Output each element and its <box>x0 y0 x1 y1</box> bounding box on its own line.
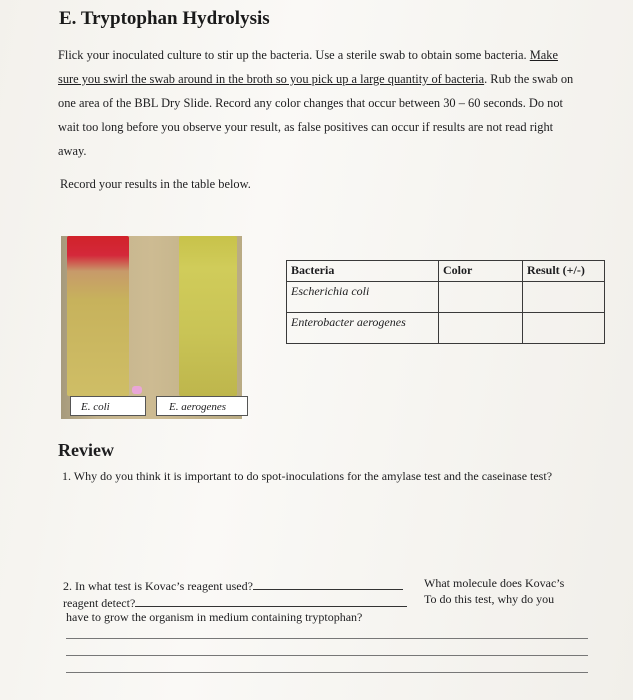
question-2-line1 <box>63 577 407 611</box>
answer-blank-test[interactable] <box>253 577 403 590</box>
row-ecoli-name: Escherichia coli <box>287 282 439 313</box>
header-result: Result (+/-) <box>523 261 605 282</box>
ecoli-tube <box>67 236 129 396</box>
review-heading: Review <box>58 440 114 460</box>
header-bacteria: Bacteria <box>287 261 439 282</box>
record-instruction: Record your results in the table below. <box>60 177 251 191</box>
instructions-part1: Flick your inoculated culture to stir up the bacteria. Use a sterile swab to obtain some bacteria. <box>58 48 530 62</box>
eaerogenes-label: E. aerogenes <box>156 396 248 416</box>
row-eaerogenes-name: Enterobacter aerogenes <box>287 313 439 344</box>
question-2-right <box>424 575 584 607</box>
culture-tubes-photo <box>61 236 242 419</box>
header-color: Color <box>439 261 523 282</box>
row-eaerogenes-color[interactable] <box>439 313 523 344</box>
row-eaerogenes-result[interactable] <box>523 313 605 344</box>
instructions-underlined: Make sure you swirl the swab around in the broth so you pick up a large quantity of bacteria <box>58 48 558 86</box>
question-2-part2: reagent detect? <box>63 596 136 610</box>
table-row <box>287 313 605 344</box>
eaerogenes-tube <box>179 236 237 396</box>
answer-line[interactable] <box>66 655 588 656</box>
question-1: 1. Why do you think it is important to do spot-inoculations for the amylase test and the caseinase test? <box>62 469 553 483</box>
answer-line[interactable] <box>66 672 588 673</box>
row-ecoli-color[interactable] <box>439 282 523 313</box>
row-ecoli-result[interactable] <box>523 282 605 313</box>
pink-spot <box>132 386 142 394</box>
question-2-right-line2: To do this test, why do you <box>424 592 555 606</box>
question-2-part3: have to grow the organism in medium containing tryptophan? <box>66 610 363 624</box>
instructions-paragraph <box>58 43 578 163</box>
answer-line[interactable] <box>66 638 588 639</box>
table-header-row <box>287 261 605 282</box>
table-row <box>287 282 605 313</box>
question-2-right-line1: What molecule does Kovac’s <box>424 576 565 590</box>
section-title: E. Tryptophan Hydrolysis <box>59 8 270 29</box>
results-table <box>286 260 605 344</box>
ecoli-label: E. coli <box>70 396 146 416</box>
answer-blank-molecule[interactable] <box>135 594 407 607</box>
question-2-part1: 2. In what test is Kovac’s reagent used? <box>63 579 253 593</box>
instructions-part2: . Rub the swab on one area of the BBL Dry Slide. Record any color changes that occur between 30 – 60 seconds. Do not wait too long before you observe your result, as false positives can occur if results are not read right away. <box>58 72 574 158</box>
